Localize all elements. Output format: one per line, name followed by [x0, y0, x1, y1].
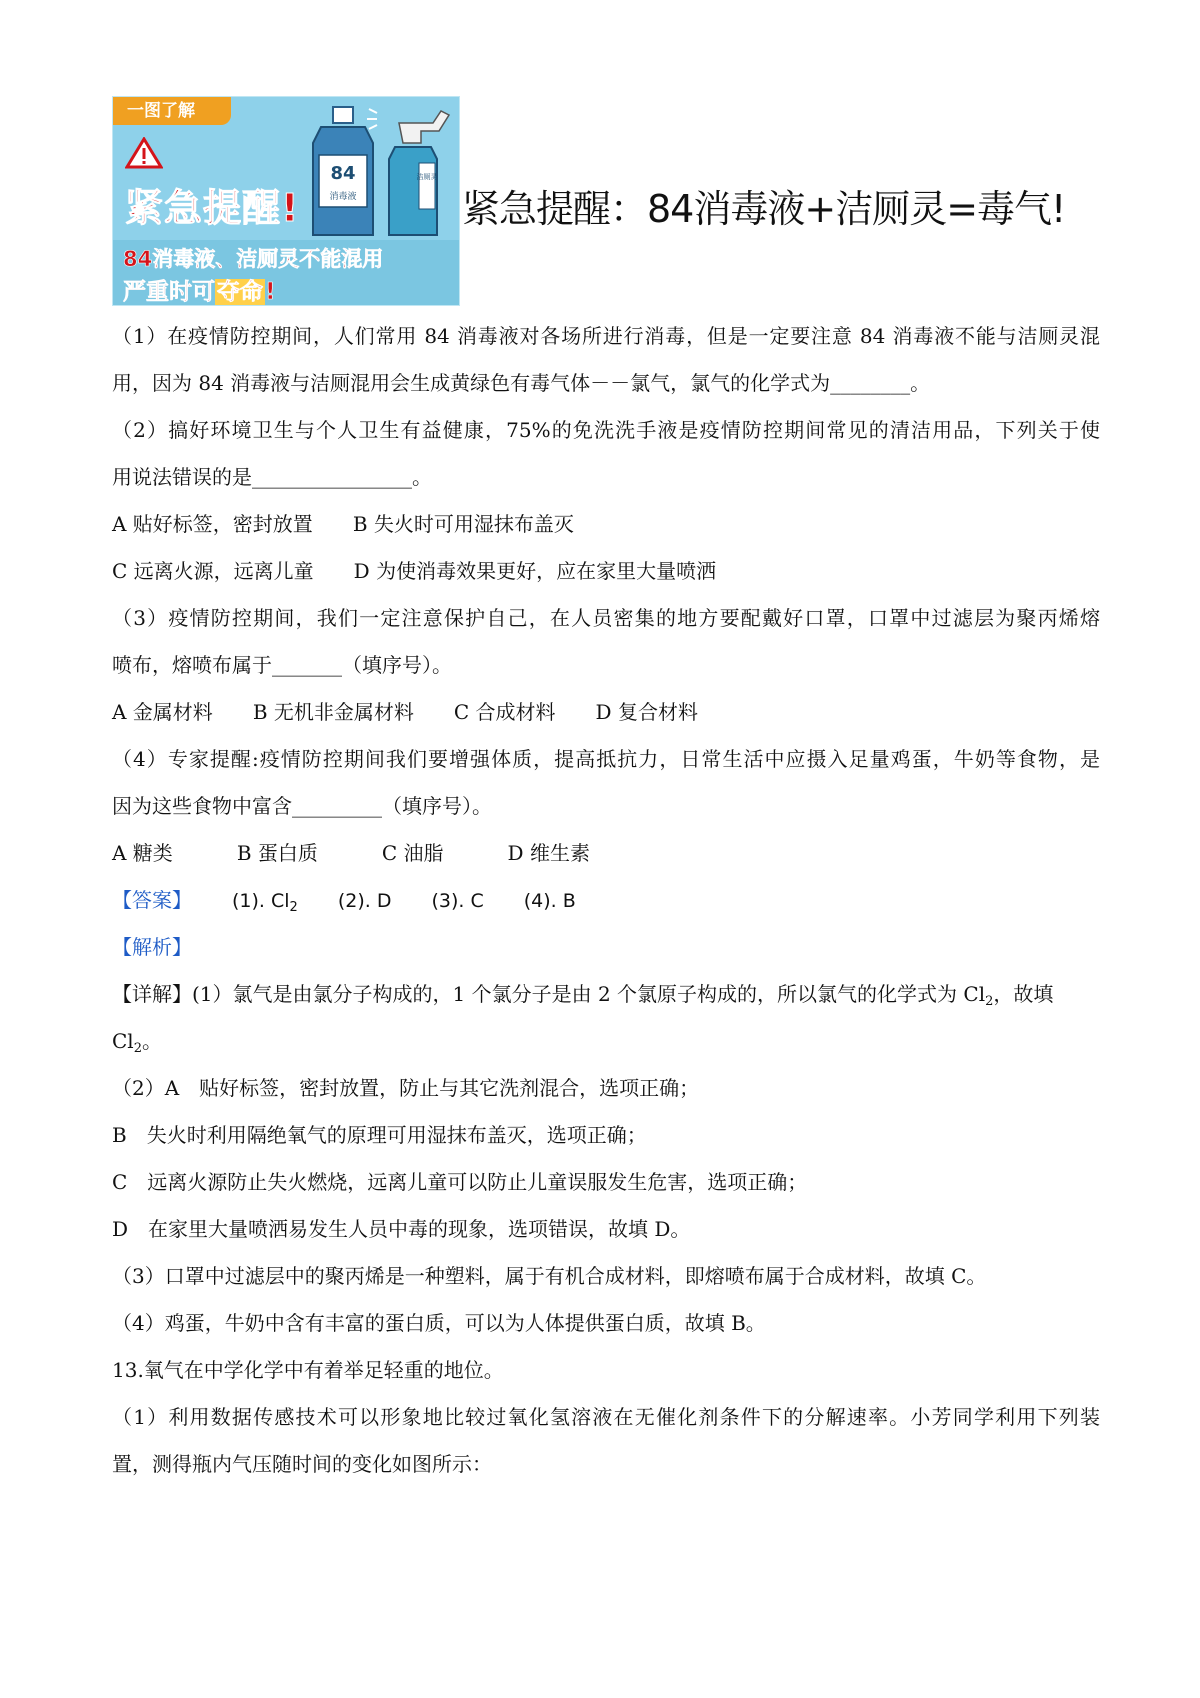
q3-option-b: B 无机非金属材料	[252, 700, 414, 724]
q4-option-b: B 蛋白质	[236, 841, 318, 865]
poster-line2	[123, 273, 276, 306]
q2-option-b: B 失火时可用湿抹布盖灭	[352, 512, 574, 536]
poster-line1: 84消毒液、洁厕灵不能混用	[123, 247, 384, 271]
q2-option-d: D 为使消毒效果更好，应在家里大量喷洒	[353, 559, 717, 583]
detail-line1-text: 【详解】(1）氯气是由氯分子构成的，1 个氯分子是由 2 个氯原子构成的，所以氯气的化学式为 Cl	[112, 982, 986, 1006]
answer-1-text: (1). Cl	[232, 890, 290, 912]
poster-line2-prefix: 严重时可	[123, 279, 215, 305]
q13-line1: （1）利用数据传感技术可以形象地比较过氧化氢溶液在无催化剂条件下的分解速率。小芳同学利用下列装	[112, 1405, 1100, 1429]
detail-line1-suffix: ，故填	[993, 982, 1054, 1006]
detail-line2-suffix: 。	[141, 1029, 162, 1053]
detail-p2: （2）A 贴好标签，密封放置，防止与其它洗剂混合，选项正确；	[112, 1076, 700, 1100]
poster-caption: 紧急提醒：84消毒液+洁厕灵=毒气!	[462, 187, 1066, 231]
answer-3: (3). C	[431, 890, 484, 912]
bottle-label-number: 84	[330, 163, 356, 184]
detail-line1	[112, 980, 1053, 1008]
q13-title: 13.氧气在中学化学中有着举足轻重的地位。	[112, 1358, 504, 1382]
q3-option-c: C 合成材料	[453, 700, 556, 724]
answer-1	[232, 890, 298, 915]
poster-headline: 紧急提醒!	[125, 186, 300, 230]
bottles-illustration-icon	[303, 103, 453, 243]
answer-2: (2). D	[337, 890, 392, 912]
poster-tag: 一图了解	[113, 97, 231, 125]
spray-label: 洁厕灵	[416, 173, 438, 181]
q2-line1: （2）搞好环境卫生与个人卫生有益健康，75%的免洗洗手液是疫情防控期间常见的清洁用品，下列关于使	[112, 418, 1100, 442]
q2-options-row2	[112, 557, 716, 585]
detail-p6: （3）口罩中过滤层中的聚丙烯是一种塑料，属于有机合成材料，即熔喷布属于合成材料，故填 C。	[112, 1264, 987, 1288]
q13-line2: 置，测得瓶内气压随时间的变化如图所示：	[112, 1452, 492, 1476]
detail-line2	[112, 1027, 162, 1055]
q2-options-row1	[112, 510, 574, 538]
poster-line2-highlight: 夺命	[217, 279, 263, 305]
q2-option-c: C 远离火源，远离儿童	[112, 559, 314, 583]
q4-option-d: D 维生素	[507, 841, 590, 865]
poster-line2-suffix: !	[265, 279, 276, 305]
analysis-label: 【解析】	[112, 935, 192, 959]
q4-line2: 因为这些食物中富含_________（填序号）。	[112, 794, 492, 818]
answer-label: 【答案】	[112, 888, 192, 912]
q3-option-a: A 金属材料	[112, 700, 213, 724]
detail-line2-text: Cl	[112, 1029, 134, 1053]
q4-options	[112, 839, 590, 867]
detail-line1-subscript: 2	[985, 994, 994, 1009]
answer-4: (4). B	[523, 890, 576, 912]
bottle-label-text: 消毒液	[329, 192, 357, 202]
q4-line1: （4）专家提醒:疫情防控期间我们要增强体质，提高抵抗力，日常生活中应摄入足量鸡蛋，牛奶等食物，是	[112, 747, 1100, 771]
q4-option-a: A 糖类	[112, 841, 173, 865]
q1-line2: 用，因为 84 消毒液与洁厕混用会生成黄绿色有毒气体－－氯气，氯气的化学式为________。	[112, 371, 931, 395]
detail-p3: B 失火时利用隔绝氧气的原理可用湿抹布盖灭，选项正确；	[112, 1123, 647, 1147]
q2-option-a: A 贴好标签，密封放置	[112, 512, 313, 536]
detail-p4: C 远离火源防止失火燃烧，远离儿童可以防止儿童误服发生危害，选项正确；	[112, 1170, 808, 1194]
q3-line2: 喷布，熔喷布属于_______（填序号）。	[112, 653, 452, 677]
detail-line2-subscript: 2	[133, 1041, 142, 1056]
answer-1-subscript: 2	[289, 900, 298, 915]
q2-line2: 用说法错误的是________________。	[112, 465, 432, 489]
detail-p5: D 在家里大量喷洒易发生人员中毒的现象，选项错误，故填 D。	[112, 1217, 691, 1241]
warning-poster-image	[112, 96, 460, 306]
warning-triangle-icon	[125, 137, 163, 169]
q3-option-d: D 复合材料	[595, 700, 698, 724]
q1-line1: （1）在疫情防控期间，人们常用 84 消毒液对各场所进行消毒，但是一定要注意 84 消毒液不能与洁厕灵混	[112, 324, 1100, 348]
detail-p7: （4）鸡蛋，牛奶中含有丰富的蛋白质，可以为人体提供蛋白质，故填 B。	[112, 1311, 766, 1335]
q3-line1: （3）疫情防控期间，我们一定注意保护自己，在人员密集的地方要配戴好口罩，口罩中过滤层为聚丙烯熔	[112, 606, 1100, 630]
q4-option-c: C 油脂	[381, 841, 444, 865]
q3-options	[112, 698, 698, 726]
answer-row	[112, 886, 576, 915]
